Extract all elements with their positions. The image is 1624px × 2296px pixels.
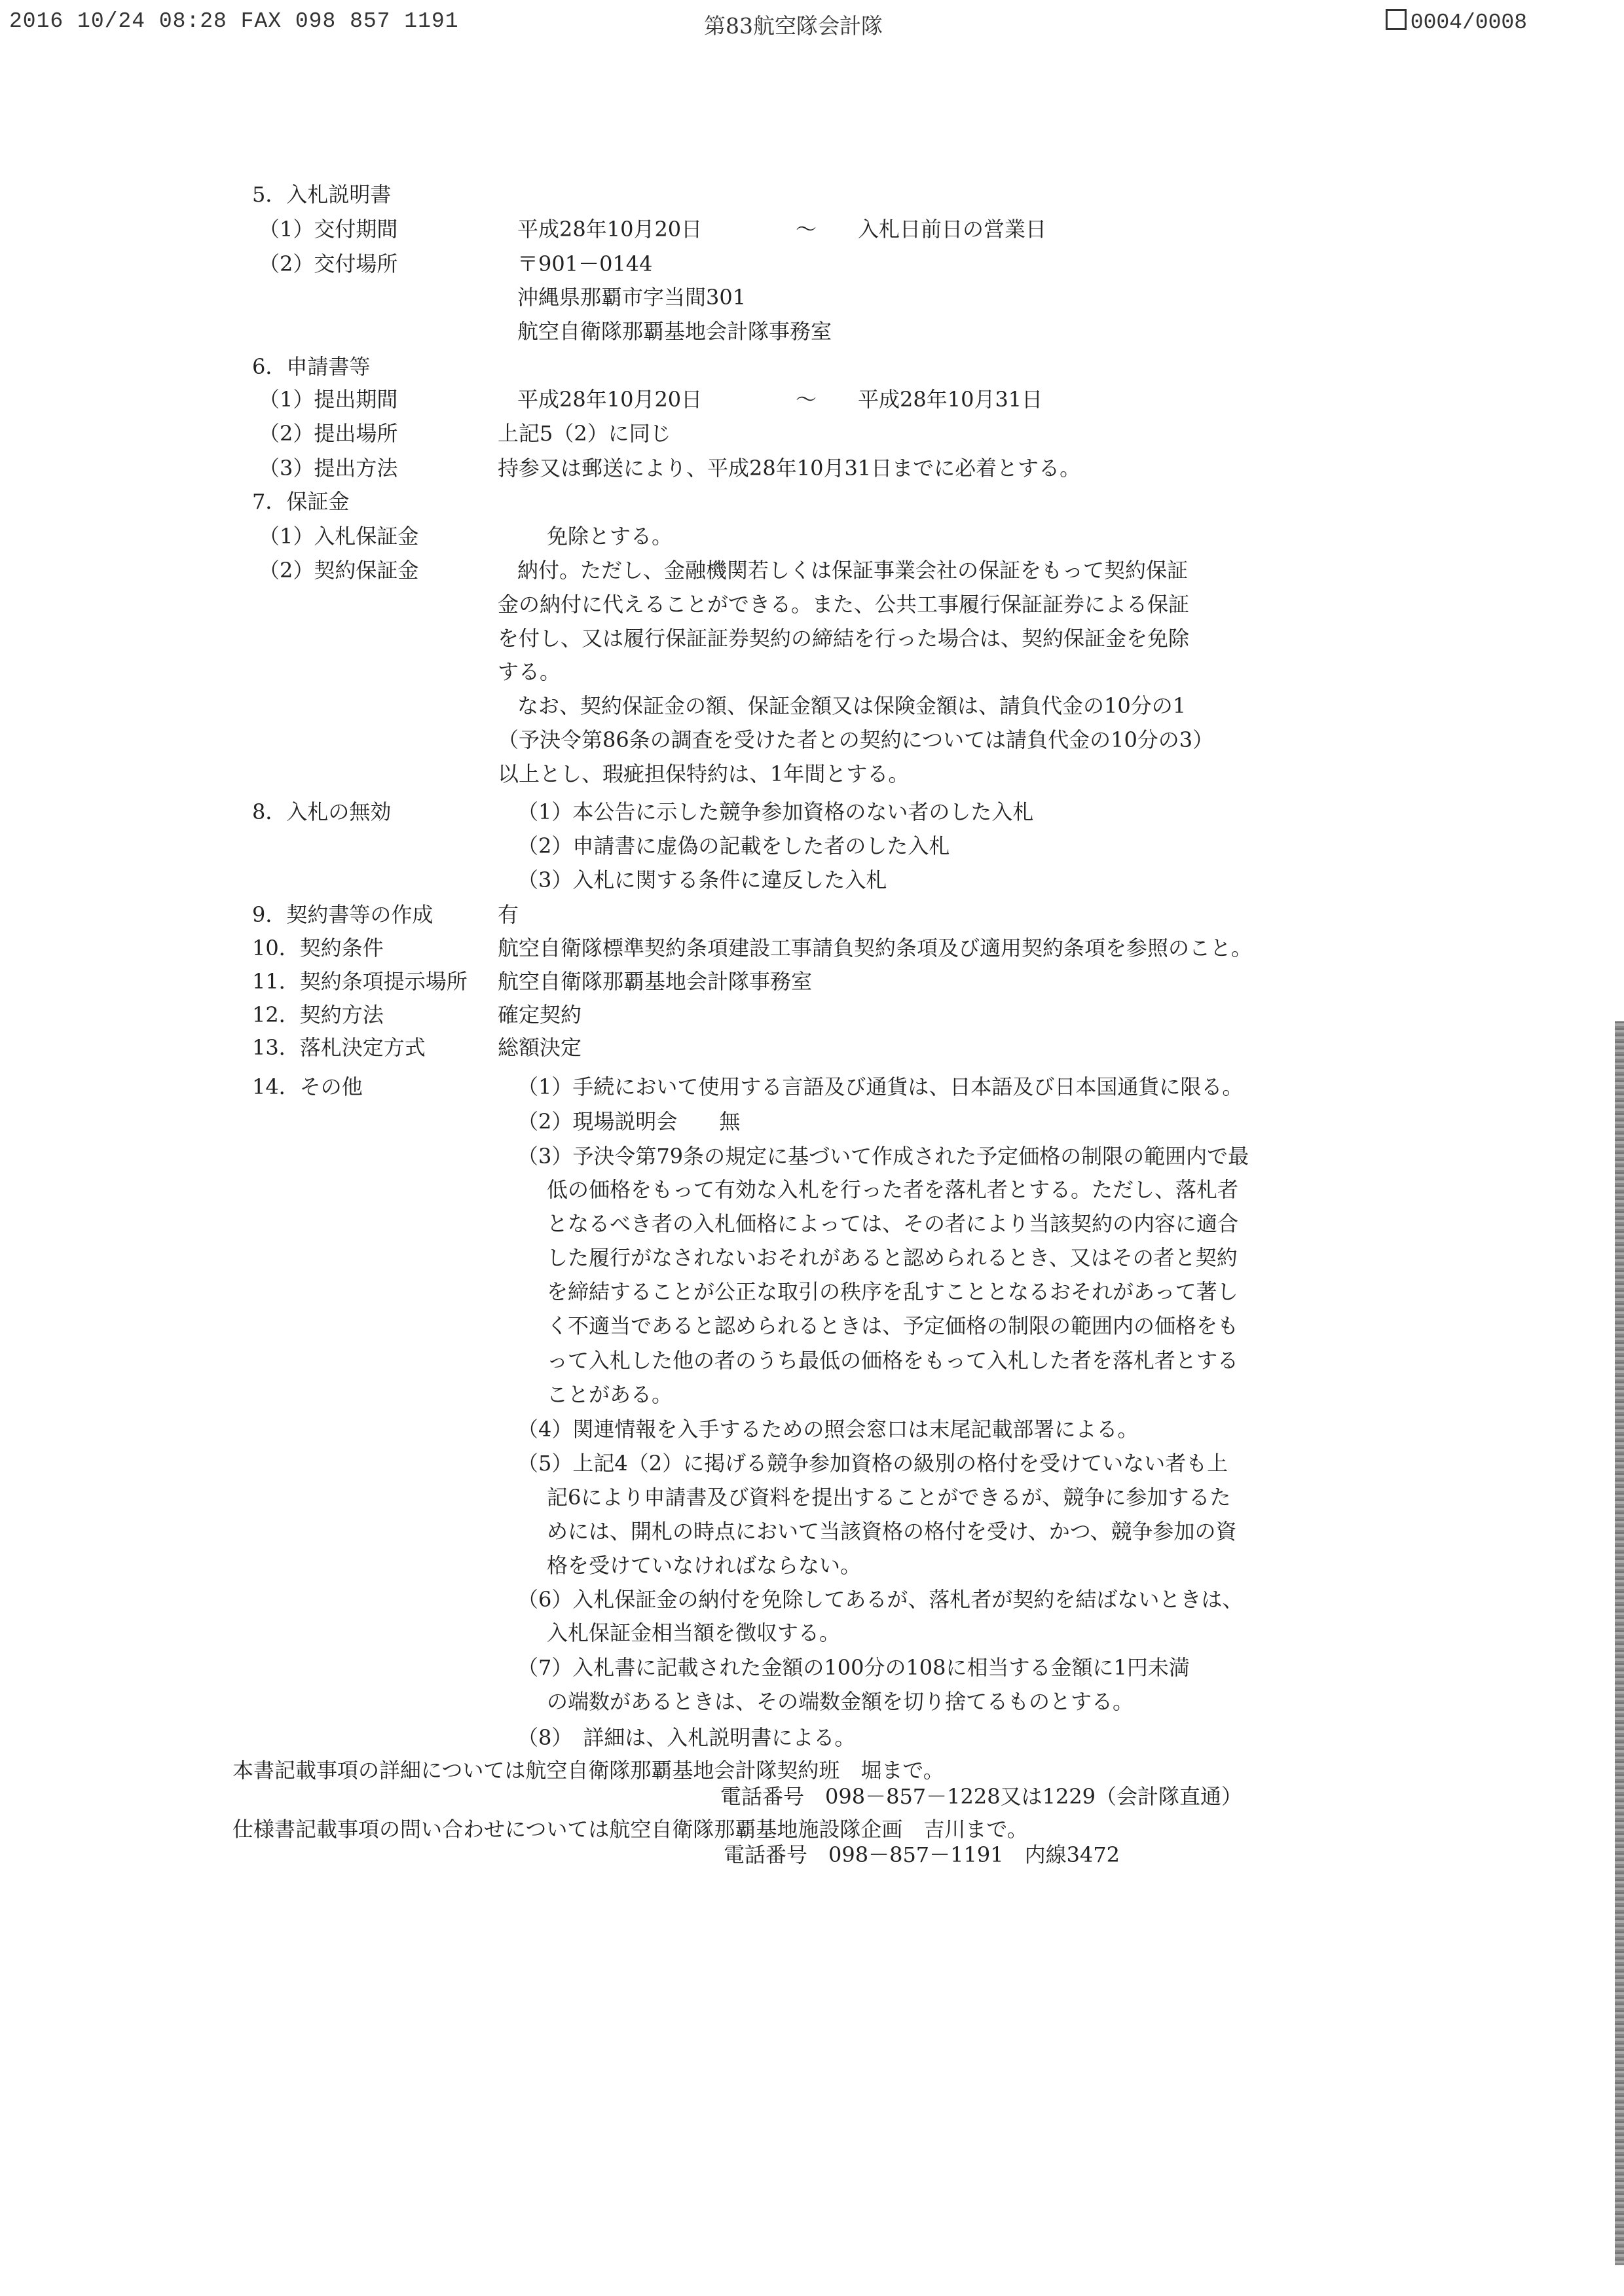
item-value: 納付。ただし、金融機関若しくは保証事業会社の保証をもって契約保証: [517, 558, 1189, 583]
item-value: （3）予決令第79条の規定に基づいて作成された予定価格の制限の範囲内で最: [517, 1144, 1249, 1169]
fax-timestamp-number: 2016 10/24 08:28 FAX 098 857 1191: [9, 9, 459, 33]
item-value: （4）関連情報を入手するための照会窓口は末尾記載部署による。: [517, 1417, 1139, 1442]
section-heading: 8．入札の無効: [252, 799, 392, 824]
item-value: 金の納付に代えることができる。また、公共工事履行保証証券による保証: [498, 592, 1190, 617]
item-value: （7）入札書に記載された金額の100分の108に相当する金額に1円未満: [517, 1655, 1190, 1680]
item-value: ことがある。: [547, 1382, 673, 1407]
item-value: 確定契約: [498, 1002, 582, 1027]
scan-edge-artifact: [1615, 1021, 1624, 2265]
section-heading: 10．契約条件: [252, 936, 384, 960]
item-value: （6）入札保証金の納付を免除してあるが、落札者が契約を結ばないときは、: [517, 1587, 1244, 1612]
item-label: （1）交付期間: [259, 217, 398, 242]
item-value: なお、契約保証金の額、保証金額又は保険金額は、請負代金の10分の1: [517, 693, 1187, 718]
item-value: く不適当であると認められるときは、予定価格の制限の範囲内の価格をも: [547, 1313, 1239, 1338]
fax-sender: 第83航空隊会計隊: [704, 13, 883, 39]
item-value: となるべき者の入札価格によっては、その者により当該契約の内容に適合: [547, 1211, 1239, 1236]
section-heading: 12．契約方法: [252, 1002, 384, 1027]
contact-phone: 電話番号 098－857－1191 内線3472: [724, 1842, 1120, 1867]
contact-note: 本書記載事項の詳細については航空自衛隊那覇基地会計隊契約班 堀まで。: [232, 1758, 944, 1783]
item-value: 航空自衛隊標準契約条項建設工事請負契約条項及び適用契約条項を参照のこと。: [498, 936, 1253, 960]
item-value: 以上とし、瑕疵担保特約は、1年間とする。: [498, 761, 910, 786]
item-value: （3）入札に関する条件に違反した入札: [517, 867, 887, 892]
item-value: 平成28年10月20日: [517, 387, 703, 412]
item-value: （予決令第86条の調査を受けた者との契約については請負代金の10分の3）: [498, 727, 1214, 752]
section-heading: 9．契約書等の作成: [252, 902, 434, 927]
item-value: する。: [498, 659, 561, 684]
fax-header: [0, 9, 1624, 38]
item-value: （1）本公告に示した競争参加資格のない者のした入札: [517, 799, 1034, 824]
item-value: 有: [498, 902, 519, 927]
item-value: 平成28年10月31日: [858, 387, 1043, 412]
item-value: 沖縄県那覇市字当間301: [517, 285, 747, 310]
item-value: って入札した他の者のうち最低の価格をもって入札した者を落札者とする: [547, 1348, 1239, 1373]
range-separator: ～: [796, 387, 817, 412]
item-value: 〒901－0144: [517, 251, 653, 276]
item-value: めには、開札の時点において当該資格の格付を受け、かつ、競争参加の資: [547, 1519, 1237, 1544]
section-heading: 5．入札説明書: [252, 182, 392, 207]
item-value: （5）上記4（2）に掲げる競争参加資格の級別の格付を受けていない者も上: [517, 1451, 1228, 1476]
item-label: （2）提出場所: [259, 421, 398, 446]
checkbox-icon: [1386, 9, 1407, 30]
item-value: 免除とする。: [547, 524, 673, 549]
item-value: した履行がなされないおそれがあると認められるとき、又はその者と契約: [547, 1245, 1238, 1270]
range-separator: ～: [796, 217, 817, 242]
fax-page-count: [1386, 9, 1527, 35]
section-heading: 14．その他: [252, 1074, 363, 1099]
contact-note: 仕様書記載事項の問い合わせについては航空自衛隊那覇基地施設隊企画 吉川まで。: [232, 1817, 1028, 1842]
section-heading: 7．保証金: [252, 489, 350, 514]
item-value: 持参又は郵送により、平成28年10月31日までに必着とする。: [498, 456, 1081, 481]
item-value: の端数があるときは、その端数金額を切り捨てるものとする。: [547, 1689, 1134, 1714]
item-label: （2）契約保証金: [259, 558, 419, 583]
item-value: 総額決定: [498, 1035, 582, 1060]
section-heading: 13．落札決定方式: [252, 1035, 426, 1060]
section-heading: 11．契約条項提示場所: [252, 969, 468, 994]
item-value: 記6により申請書及び資料を提出することができるが、競争に参加するた: [547, 1485, 1231, 1510]
item-label: （1）提出期間: [259, 387, 398, 412]
item-value: を付し、又は履行保証証券契約の締結を行った場合は、契約保証金を免除: [498, 626, 1190, 651]
item-value: 上記5（2）に同じ: [498, 421, 671, 446]
item-label: （3）提出方法: [259, 456, 398, 481]
item-value: 低の価格をもって有効な入札を行った者を落札者とする。ただし、落札者: [547, 1177, 1239, 1202]
section-heading: 6．申請書等: [252, 354, 371, 379]
item-value: （2）現場説明会 無: [517, 1109, 741, 1134]
item-value: を締結することが公正な取引の秩序を乱すこととなるおそれがあって著し: [547, 1279, 1238, 1304]
item-value: 入札日前日の営業日: [858, 217, 1047, 242]
item-label: （1）入札保証金: [259, 524, 419, 549]
page-count-text: 0004/0008: [1410, 10, 1527, 35]
contact-phone: 電話番号 098－857－1228又は1229（会計隊直通）: [720, 1784, 1243, 1809]
item-label: （2）交付場所: [259, 251, 398, 276]
item-value: 平成28年10月20日: [517, 217, 703, 242]
item-value: 航空自衛隊那覇基地会計隊事務室: [517, 319, 832, 344]
item-value: 格を受けていなければならない。: [547, 1553, 862, 1578]
item-value: （2）申請書に虚偽の記載をした者のした入札: [517, 833, 950, 858]
item-value: 航空自衛隊那覇基地会計隊事務室: [498, 969, 813, 994]
item-value: （1）手続において使用する言語及び通貨は、日本語及び日本国通貨に限る。: [517, 1074, 1244, 1099]
item-value: 入札保証金相当額を徴収する。: [547, 1620, 841, 1645]
item-value: （8） 詳細は、入札説明書による。: [517, 1725, 856, 1750]
